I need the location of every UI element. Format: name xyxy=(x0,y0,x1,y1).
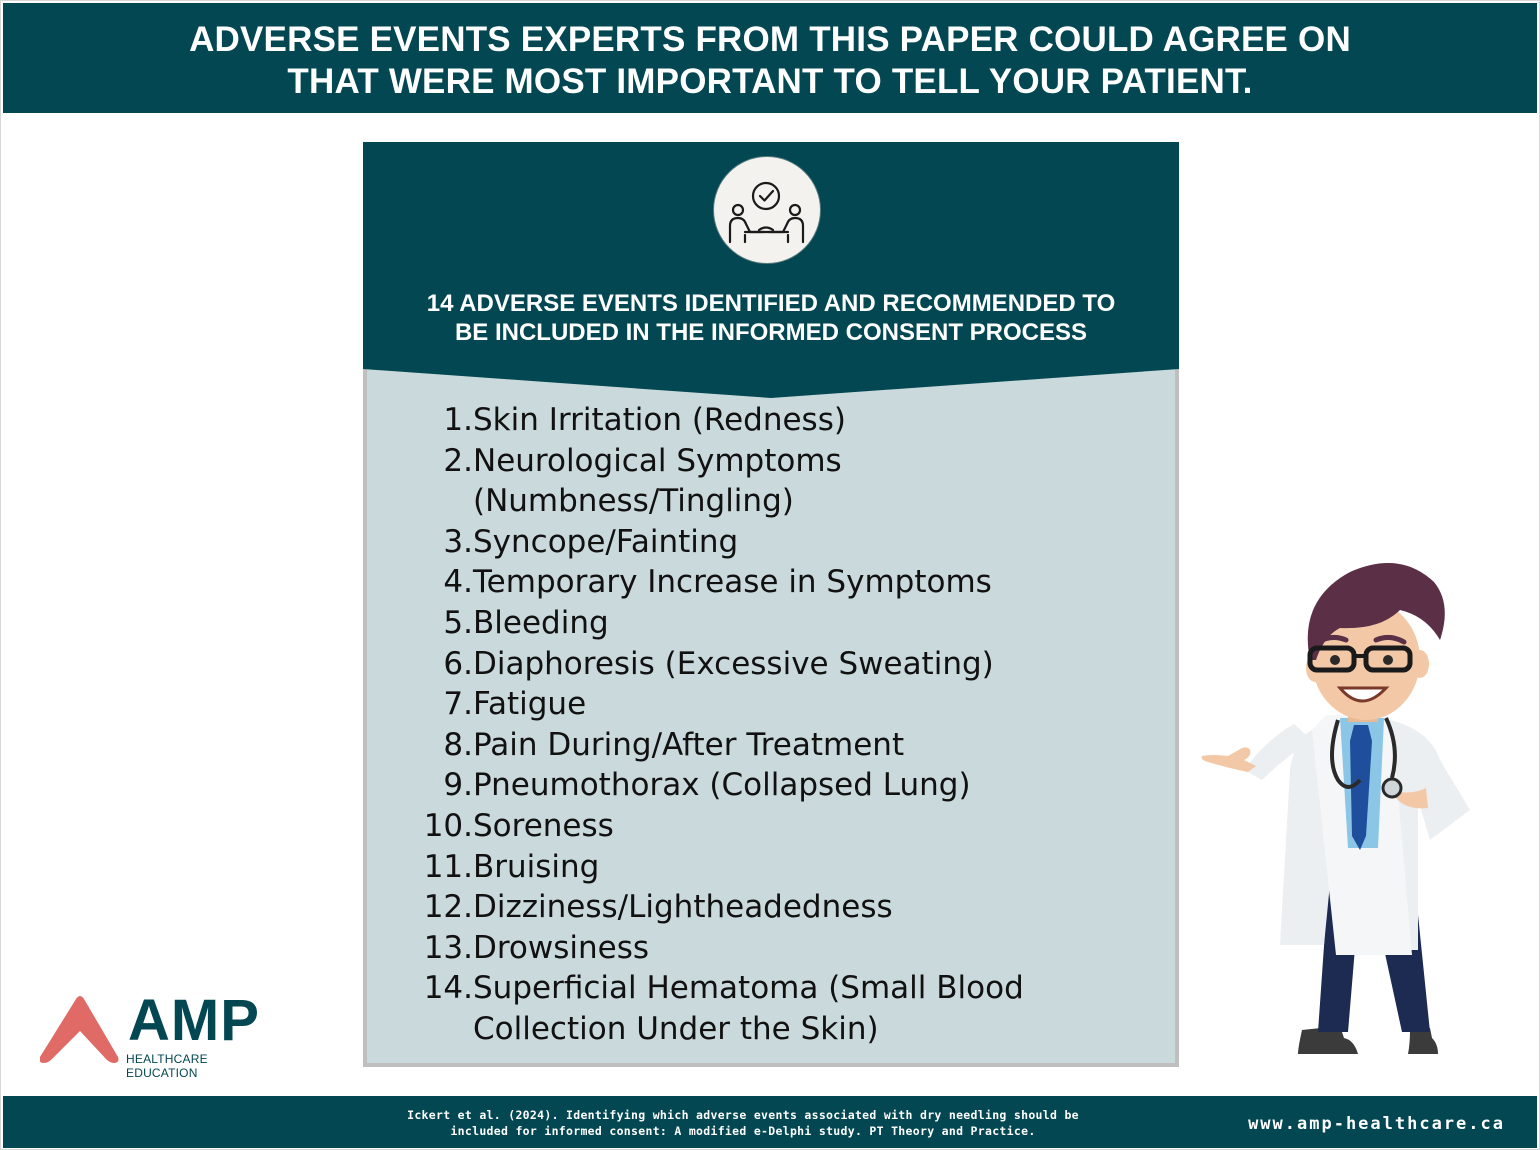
list-item-text: Fatigue xyxy=(473,686,587,723)
list-item-text: Pneumothorax (Collapsed Lung) xyxy=(473,767,971,804)
list-item-text: Syncope/Fainting xyxy=(473,523,739,560)
list-item-text: Superficial Hematoma (Small Blood xyxy=(473,970,1024,1007)
citation-line-1: Ickert et al. (2024). Identifying which adverse events associated with dry needling should be xyxy=(407,1108,1079,1122)
list-item xyxy=(413,522,1153,562)
list-item-text: (Numbness/Tingling) xyxy=(473,483,794,520)
list-item-number: 12. xyxy=(423,889,473,926)
amp-logo-mark xyxy=(40,995,120,1070)
list-item-text: Skin Irritation (Redness) xyxy=(473,402,846,438)
footer-bar xyxy=(3,1096,1537,1148)
citation-line-2: included for informed consent: A modified e-Delphi study. PT Theory and Practice. xyxy=(450,1124,1036,1138)
list-item-number: 5. xyxy=(443,604,473,641)
list-item-text: Pain During/After Treatment xyxy=(473,726,905,763)
amp-logo-brand: AMP xyxy=(128,988,260,1053)
list-item xyxy=(413,887,1153,927)
header-banner xyxy=(3,3,1537,113)
list-item-text: Bruising xyxy=(473,848,600,885)
amp-logo xyxy=(40,988,280,1080)
panel-subheading-line-2: BE INCLUDED IN THE INFORMED CONSENT PROCESS xyxy=(454,319,1088,346)
list-item xyxy=(413,400,1153,440)
list-item xyxy=(413,968,1153,1008)
citation xyxy=(353,1107,1133,1139)
list-item-number: 14. xyxy=(423,970,473,1007)
list-item-text: Bleeding xyxy=(473,604,609,641)
list-item xyxy=(413,765,1153,805)
adverse-events-list xyxy=(413,400,1153,1050)
list-item-number: 9. xyxy=(443,767,473,804)
list-item xyxy=(413,847,1153,887)
header-title-line-1: ADVERSE EVENTS EXPERTS FROM THIS PAPER COULD AGREE ON xyxy=(189,20,1351,59)
list-item-number: 8. xyxy=(443,726,473,763)
adverse-events-panel xyxy=(363,142,1179,1067)
list-item xyxy=(413,603,1153,643)
list-item-text: Diaphoresis (Excessive Sweating) xyxy=(473,645,994,682)
list-item-number: 6. xyxy=(443,645,473,682)
list-item-number: 11. xyxy=(423,848,473,885)
panel-subheading xyxy=(363,289,1179,347)
list-item xyxy=(413,684,1153,724)
list-item-number: 10. xyxy=(423,807,473,844)
list-item-text: Drowsiness xyxy=(473,929,650,966)
list-item xyxy=(413,725,1153,765)
panel-subheading-line-1: 14 ADVERSE EVENTS IDENTIFIED AND RECOMMENDED TO xyxy=(426,290,1116,317)
header-title-line-2: THAT WERE MOST IMPORTANT TO TELL YOUR PATIENT. xyxy=(287,62,1253,101)
list-item-number xyxy=(413,1009,473,1049)
list-item-text: Soreness xyxy=(473,807,614,844)
list-item xyxy=(413,928,1153,968)
amp-logo-subtitle: HEALTHCARE EDUCATION xyxy=(126,1052,208,1080)
list-item xyxy=(413,806,1153,846)
consent-handshake-check-icon xyxy=(717,160,817,260)
list-item-number: 3. xyxy=(443,523,473,560)
list-item xyxy=(413,481,1153,521)
list-item xyxy=(413,644,1153,684)
list-item-number: 13. xyxy=(423,929,473,966)
list-item-number: 2. xyxy=(443,442,473,479)
cartoon-doctor-illustration xyxy=(1190,560,1490,1070)
list-item-text: Dizziness/Lightheadedness xyxy=(473,889,893,926)
list-item-text: Temporary Increase in Symptoms xyxy=(473,564,992,601)
list-item xyxy=(413,562,1153,602)
list-item-text: Neurological Symptoms xyxy=(473,442,842,479)
website-url[interactable]: www.amp-healthcare.ca xyxy=(1248,1114,1505,1134)
list-item-number: 7. xyxy=(443,686,473,723)
list-item-number xyxy=(413,481,473,521)
list-item xyxy=(413,1009,1153,1049)
list-item-text: Collection Under the Skin) xyxy=(473,1010,879,1047)
list-item-number: 4. xyxy=(443,564,473,601)
list-item-number: 1. xyxy=(443,402,473,438)
list-item xyxy=(413,441,1153,481)
